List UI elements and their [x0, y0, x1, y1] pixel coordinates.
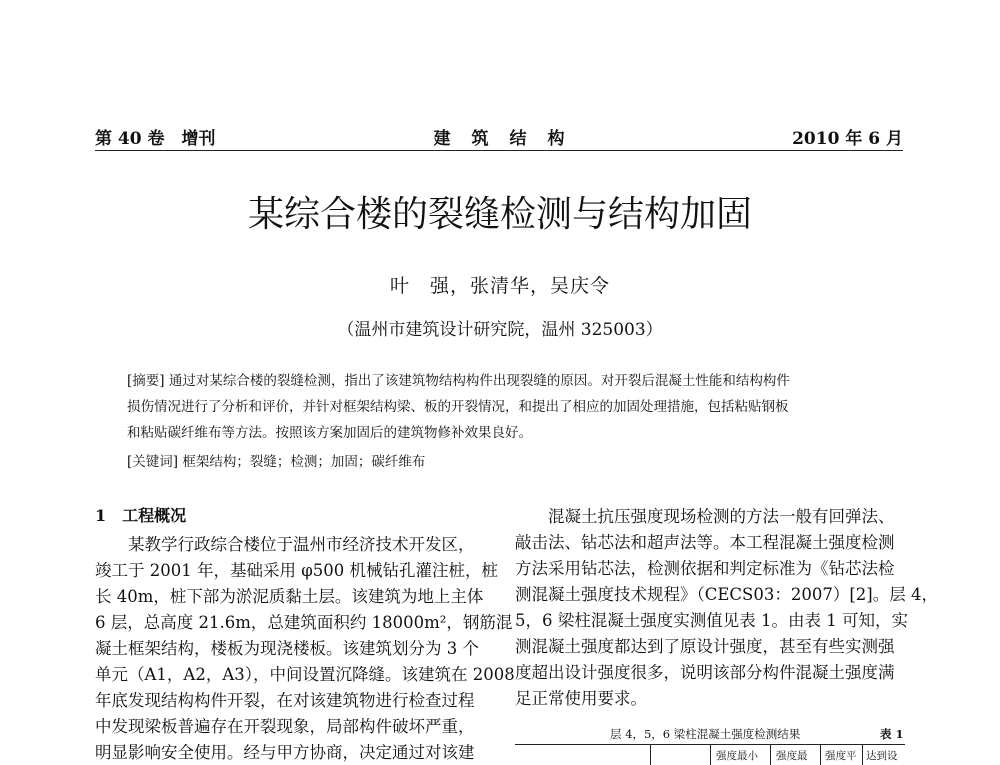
table-divider — [770, 745, 771, 765]
body-line: 某教学行政综合楼位于温州市经济技术开发区， — [95, 535, 475, 554]
table-header-cell: 达到设 — [866, 750, 898, 762]
body-line: 长 40m，桩下部为淤泥质黏土层。该建筑为地上主体 — [95, 587, 484, 606]
body-line: 竣工于 2001 年，基础采用 φ500 机械钻孔灌注桩，桩 — [95, 561, 499, 580]
affiliation: （温州市建筑设计研究院，温州 325003） — [337, 320, 663, 340]
body-line: 足正常使用要求。 — [515, 689, 647, 708]
header-date: 2010 年 6 月 — [792, 129, 903, 149]
body-line: 年底发现结构构件开裂，在对该建筑物进行检查过程 — [95, 691, 475, 710]
body-line: 5，6 梁柱混凝土强度实测值见表 1。由表 1 可知，实 — [515, 611, 908, 630]
body-line: 度超出设计强度很多，说明该部分构件混凝土强度满 — [515, 663, 895, 682]
body-line: 单元（A1，A2，A3），中间设置沉降缝。该建筑在 2008 — [95, 665, 515, 684]
table-divider — [820, 745, 821, 765]
header-rule — [95, 150, 903, 151]
body-line: 明显影响安全使用。经与甲方协商，决定通过对该建 — [95, 743, 475, 762]
body-line: 中发现梁板普遍存在开裂现象，局部构件破坏严重， — [95, 717, 475, 736]
table-caption: 层 4，5，6 梁柱混凝土强度检测结果 — [610, 727, 801, 741]
body-line: 敲击法、钻芯法和超声法等。本工程混凝土强度检测 — [515, 533, 895, 552]
authors: 叶 强，张清华，吴庆令 — [389, 275, 610, 297]
paper-title: 某综合楼的裂缝检测与结构加固 — [247, 194, 752, 235]
table-divider — [862, 745, 863, 765]
abstract-line: [摘要] 通过对某综合楼的裂缝检测，指出了该建筑物结构构件出现裂缝的原因。对开裂后混凝土性能和结构构件 — [127, 373, 790, 389]
section-heading: 1 工程概况 — [95, 506, 187, 525]
table-divider — [710, 745, 711, 765]
abstract-line: 损伤情况进行了分析和评价，并针对框架结构梁、板的开裂情况，和提出了相应的加固处理措施，包括粘贴钢板 — [127, 399, 789, 415]
abstract-line: 和粘贴碳纤维布等方法。按照该方案加固后的建筑物修补效果良好。 — [127, 425, 532, 441]
table-header-cell: 强度最 — [776, 750, 808, 762]
body-line: 6 层，总高度 21.6m，总建筑面积约 18000m²，钢筋混 — [95, 613, 513, 632]
body-line: 测混凝土强度技术规程》（CECS03：2007）[2]。层 4， — [515, 585, 938, 604]
header-volume: 第 40 卷 增刊 — [95, 129, 216, 149]
body-line: 凝土框架结构，楼板为现浇楼板。该建筑划分为 3 个 — [95, 639, 479, 658]
body-line: 混凝土抗压强度现场检测的方法一般有回弹法、 — [515, 507, 895, 526]
body-line: 方法采用钻芯法，检测依据和判定标准为《钻芯法检 — [515, 559, 895, 578]
table-divider — [650, 745, 651, 765]
body-line: 测混凝土强度都达到了原设计强度，甚至有些实测强 — [515, 637, 895, 656]
header-journal: 建 筑 结 构 — [433, 129, 567, 149]
table-header-cell: 强度平 — [825, 750, 857, 762]
table-header-cell: 强度最小 — [716, 750, 758, 762]
table-number: 表 1 — [880, 727, 904, 741]
keywords: [关键词] 框架结构；裂缝；检测；加固；碳纤维布 — [127, 454, 426, 470]
